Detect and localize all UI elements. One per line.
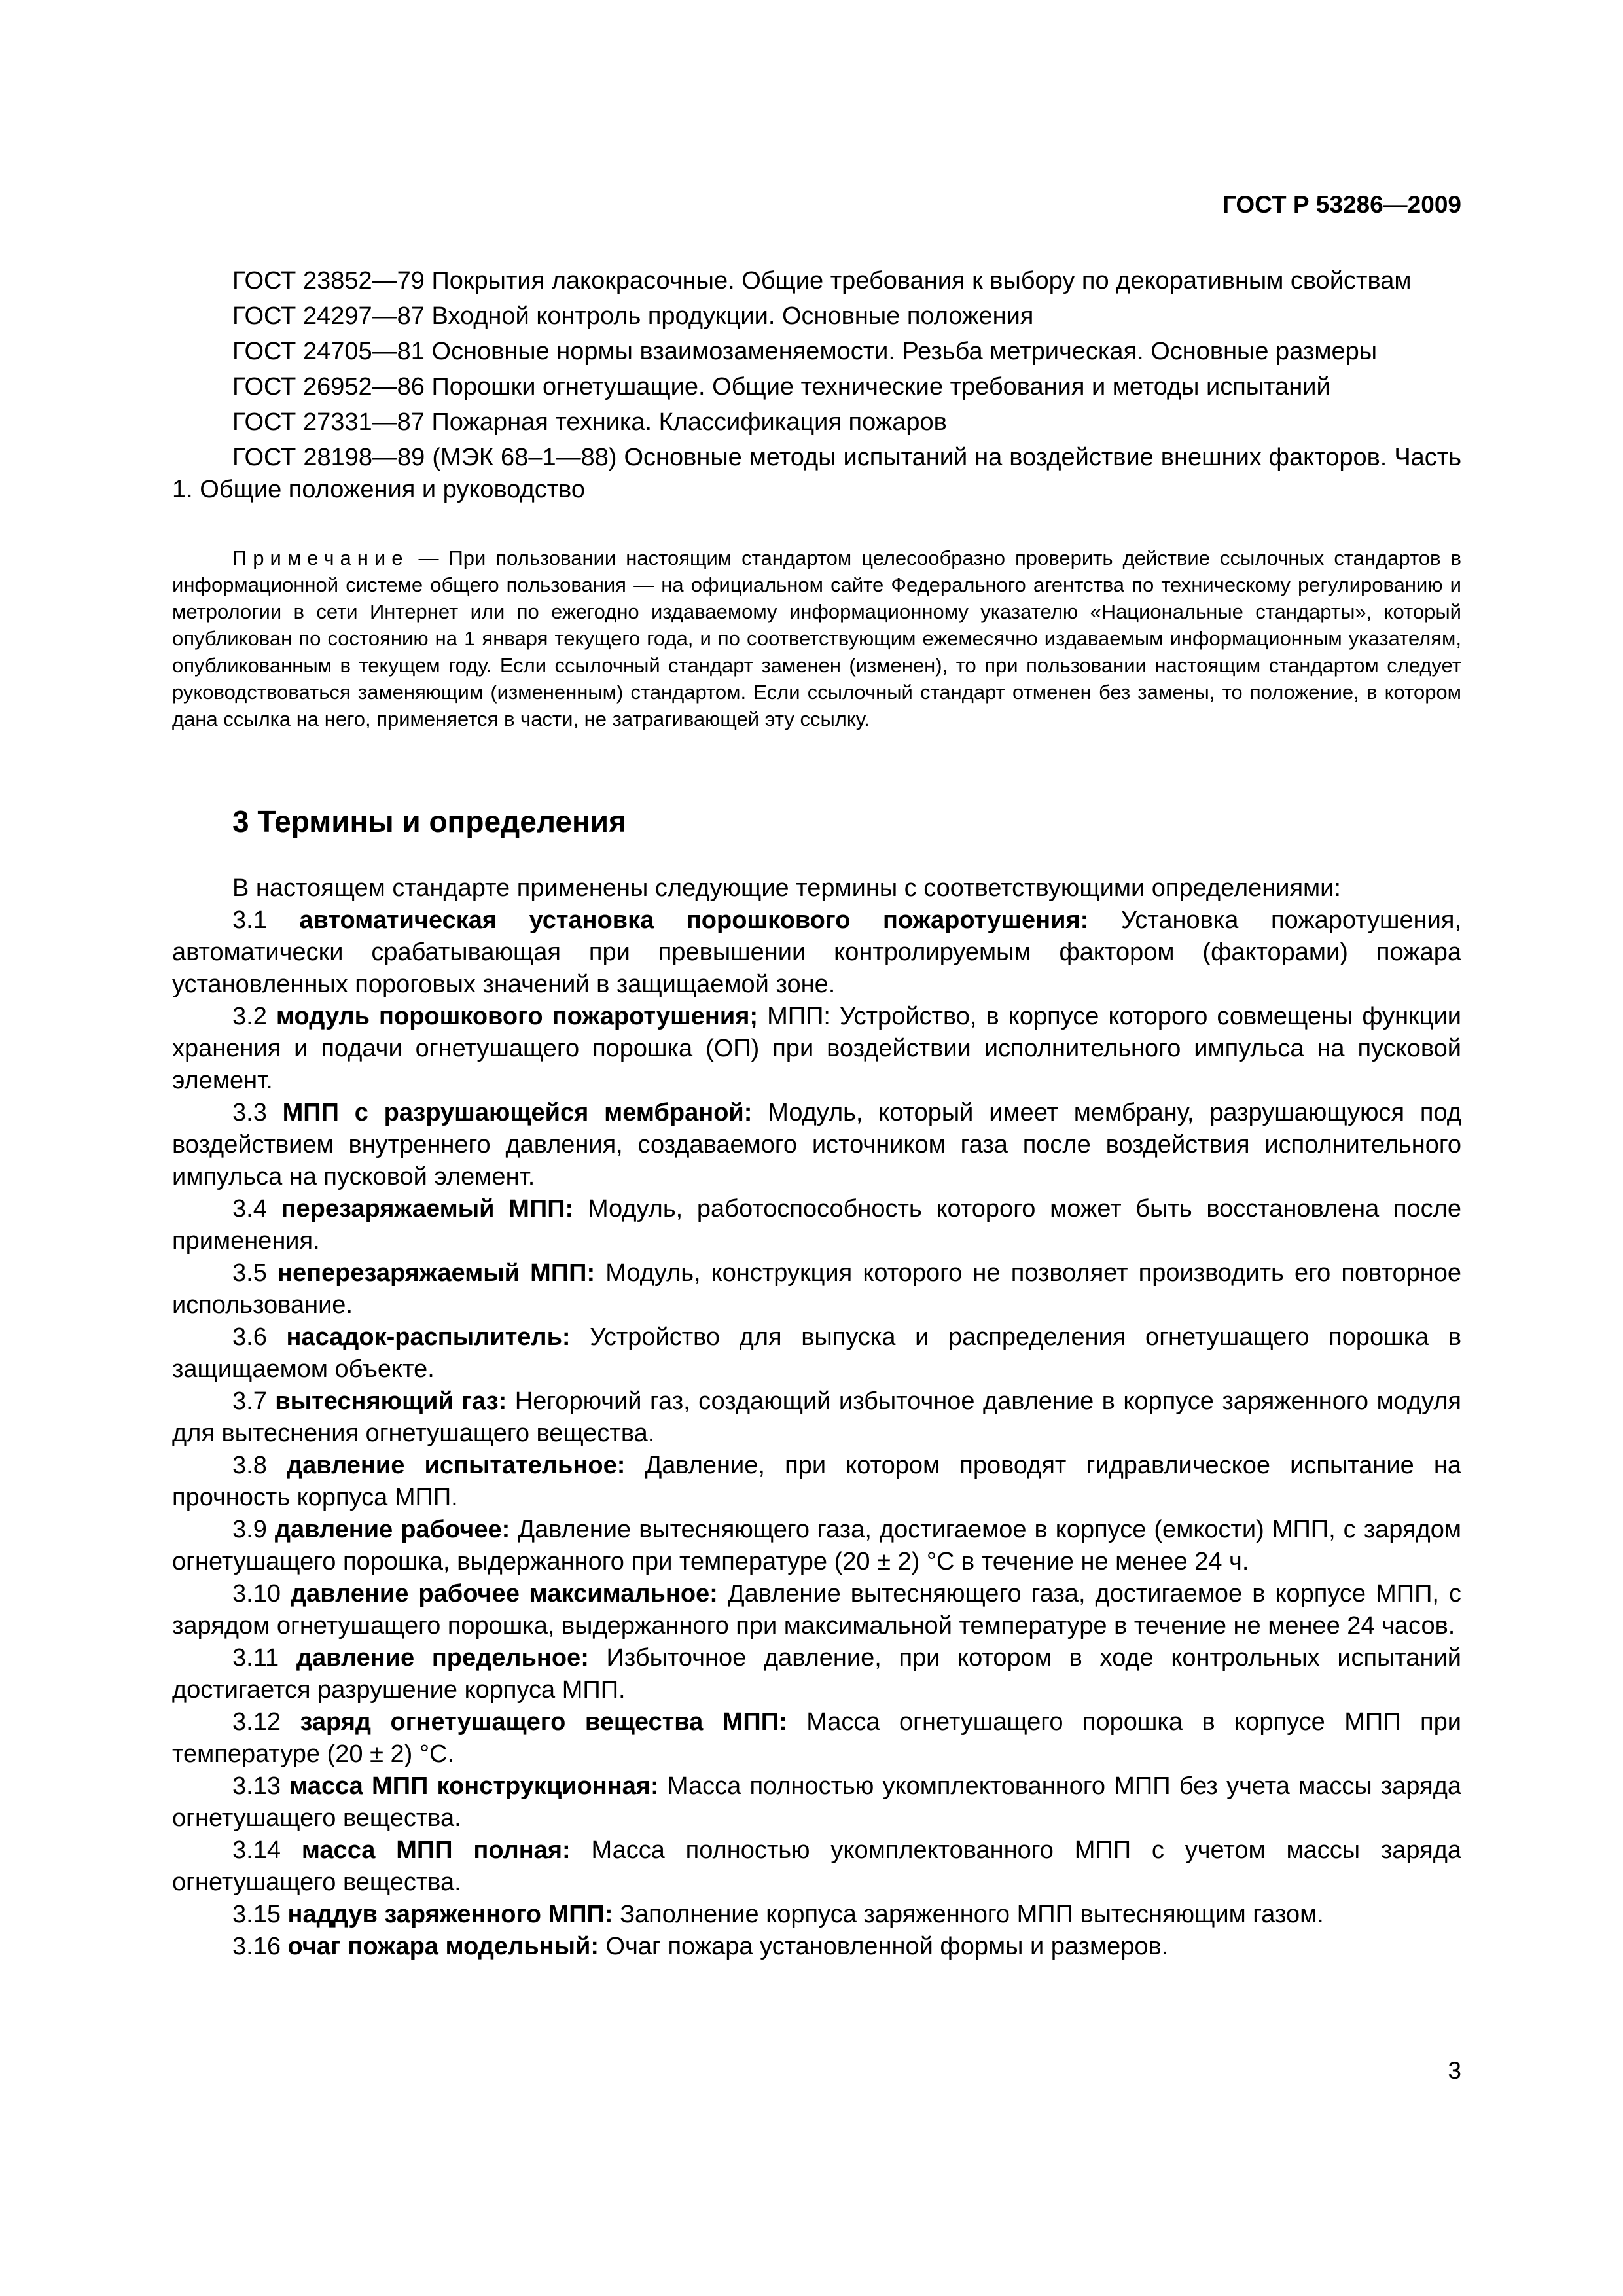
references-list (172, 265, 1461, 509)
definition-term: модуль порошкового пожаротушения; (276, 1003, 758, 1030)
definitions-list (172, 872, 1461, 1963)
section-title: 3 Термины и определения (232, 804, 626, 838)
reference-code: ГОСТ 26952—86 (232, 373, 425, 401)
definition-text: Негорючий газ, создающий избыточное давление в корпусе заряженного модуля для вытеснения огнетушащего вещества. (172, 1388, 1462, 1447)
definition-term: давление испытательное: (287, 1452, 626, 1479)
definition-number: 3.9 (232, 1516, 267, 1543)
reference-item (172, 336, 1461, 368)
reference-item (172, 265, 1461, 297)
definition-item (172, 1578, 1461, 1642)
definition-number: 3.14 (232, 1837, 281, 1864)
definition-term: наддув заряженного МПП: (287, 1901, 613, 1928)
reference-code: ГОСТ 28198—89 (232, 444, 425, 471)
intro-text: В настоящем стандарте применены следующие термины с соответствующими определениями: (232, 874, 1341, 902)
reference-code: ГОСТ 24705—81 (232, 338, 425, 365)
definition-text: Давление, при котором проводят гидравлическое испытание на прочность корпуса МПП. (172, 1452, 1462, 1511)
definition-text: Модуль, который имеет мембрану, разрушающуюся под воздействием внутреннего давления, создаваемого источником газа после воздействия исполнительного импульса на пусковой элемент. (172, 1099, 1461, 1191)
definition-number: 3.3 (232, 1099, 267, 1126)
reference-code: ГОСТ 23852—79 (232, 267, 425, 295)
reference-item (172, 300, 1461, 332)
reference-item (172, 371, 1461, 403)
definition-item (172, 1835, 1461, 1899)
definition-item (172, 1514, 1461, 1578)
definition-text: Установка пожаротушения, автоматически срабатывающая при превышении контролируемым фактором (факторами) пожара установленных пороговых значений в защищаемой зоне. (172, 906, 1462, 998)
reference-title: Основные нормы взаимозаменяемости. Резьба метрическая. Основные размеры (431, 338, 1378, 365)
reference-item (172, 442, 1461, 506)
definition-text: Масса полностью укомплектованного МПП без учета массы заряда огнетушащего вещества. (172, 1772, 1462, 1832)
definition-number: 3.12 (232, 1708, 281, 1736)
definition-number: 3.16 (232, 1933, 281, 1960)
definition-number: 3.15 (232, 1901, 281, 1928)
definition-item (172, 1386, 1461, 1450)
definition-text: Давление вытесняющего газа, достигаемое в корпусе МПП, с зарядом огнетушащего порошка, выдержанного при максимальной температуре в течение не менее 24 часов. (172, 1580, 1462, 1640)
definition-term: масса МПП конструкционная: (289, 1772, 659, 1800)
definition-item (172, 1257, 1461, 1321)
definition-term: вытесняющий газ: (275, 1388, 507, 1415)
definition-number: 3.13 (232, 1772, 281, 1800)
definition-term: масса МПП полная: (301, 1837, 571, 1864)
definition-text: Очаг пожара установленной формы и размеров. (605, 1933, 1169, 1960)
definition-term: заряд огнетушащего вещества МПП: (300, 1708, 787, 1736)
reference-code: ГОСТ 24297—87 (232, 302, 425, 330)
reference-code: ГОСТ 27331—87 (232, 408, 425, 436)
definition-number: 3.11 (232, 1644, 279, 1672)
page-number: 3 (1448, 2057, 1461, 2084)
reference-item (172, 406, 1461, 439)
reference-title: Покрытия лакокрасочные. Общие требования к выбору по декоративным свойствам (431, 267, 1412, 295)
note-text: — При пользовании настоящим стандартом целесообразно проверить действие ссылочных стандартов в информационной системе общего пользования — на официальном сайте Федерального агентства по техническому регулированию и метрологии в сети Интернет или по ежегодно издаваемому информационному указателю «Национальные стандарты», который опубликован по состоянию на 1 января текущего года, и по соответствующим ежемесячно издаваемым информационным указателям, опубликованным в текущем году. Если ссылочный стандарт заменен (изменен), то при пользовании настоящим стандартом следует руководствоваться заменяющим (измененным) стандартом. Если ссылочный стандарт отменен без замены, то положение, в котором дана ссылка на него, применяется в части, не затрагивающей эту ссылку. (172, 547, 1461, 730)
definition-term: очаг пожара модельный: (287, 1933, 599, 1960)
definition-number: 3.7 (232, 1388, 267, 1415)
reference-title: Порошки огнетушащие. Общие технические требования и методы испытаний (431, 373, 1330, 401)
document-code-header: ГОСТ Р 53286—2009 (1222, 191, 1461, 218)
definition-item (172, 905, 1461, 1001)
definition-text: Масса огнетушащего порошка в корпусе МПП при температуре (20 ± 2) °С. (172, 1708, 1461, 1768)
definition-text: Масса полностью укомплектованного МПП с учетом массы заряда огнетушащего вещества. (172, 1837, 1462, 1896)
definition-number: 3.6 (232, 1323, 267, 1351)
definition-item (172, 1931, 1461, 1963)
definition-item (172, 1642, 1461, 1706)
definition-term: насадок-распылитель: (286, 1323, 571, 1351)
definition-item (172, 1899, 1461, 1931)
definition-text: Модуль, конструкция которого не позволяет производить его повторное использование. (172, 1259, 1461, 1319)
definition-item (172, 1001, 1461, 1097)
definition-number: 3.10 (232, 1580, 281, 1607)
definition-text: Заполнение корпуса заряженного МПП вытесняющим газом. (620, 1901, 1324, 1928)
definition-text: Избыточное давление, при котором в ходе контрольных испытаний достигается разрушение корпуса МПП. (172, 1644, 1461, 1704)
definition-term: давление предельное: (296, 1644, 589, 1672)
definition-number: 3.5 (232, 1259, 267, 1287)
definition-item (172, 1770, 1461, 1835)
definition-term: автоматическая установка порошкового пожаротушения: (299, 906, 1089, 934)
definition-text: Устройство для выпуска и распределения огнетушащего порошка в защищаемом объекте. (172, 1323, 1462, 1383)
definition-item (172, 1097, 1461, 1193)
definition-text: МПП: Устройство, в корпусе которого совмещены функции хранения и подачи огнетушащего порошка (ОП) при воздействии исполнительного импульса на пусковой элемент. (172, 1003, 1462, 1094)
definition-term: МПП с разрушающейся мембраной: (282, 1099, 753, 1126)
definition-term: перезаряжаемый МПП: (281, 1195, 574, 1223)
definition-text: Модуль, работоспособность которого может быть восстановлена после применения. (172, 1195, 1461, 1255)
reference-title: Входной контроль продукции. Основные положения (431, 302, 1034, 330)
definition-item (172, 1321, 1461, 1386)
definition-term: давление рабочее максимальное: (291, 1580, 718, 1607)
definition-term: неперезаряжаемый МПП: (277, 1259, 596, 1287)
definition-term: давление рабочее: (274, 1516, 510, 1543)
definition-item (172, 1450, 1461, 1514)
note-label: Примечание (232, 547, 409, 569)
note-paragraph (172, 545, 1461, 732)
definition-number: 3.1 (232, 906, 267, 934)
reference-title: Пожарная техника. Классификация пожаров (431, 408, 947, 436)
definition-number: 3.2 (232, 1003, 267, 1030)
definition-text: Давление вытесняющего газа, достигаемое в корпусе (емкости) МПП, с зарядом огнетушащего порошка, выдержанного при температуре (20 ± 2) °С в течение не менее 24 ч. (172, 1516, 1461, 1575)
definition-number: 3.8 (232, 1452, 267, 1479)
reference-title: (МЭК 68–1—88) Основные методы испытаний на воздействие внешних факторов. Часть 1. Общие положения и руководство (172, 444, 1462, 503)
definition-number: 3.4 (232, 1195, 267, 1223)
definition-item (172, 1193, 1461, 1257)
definition-item (172, 1706, 1461, 1770)
